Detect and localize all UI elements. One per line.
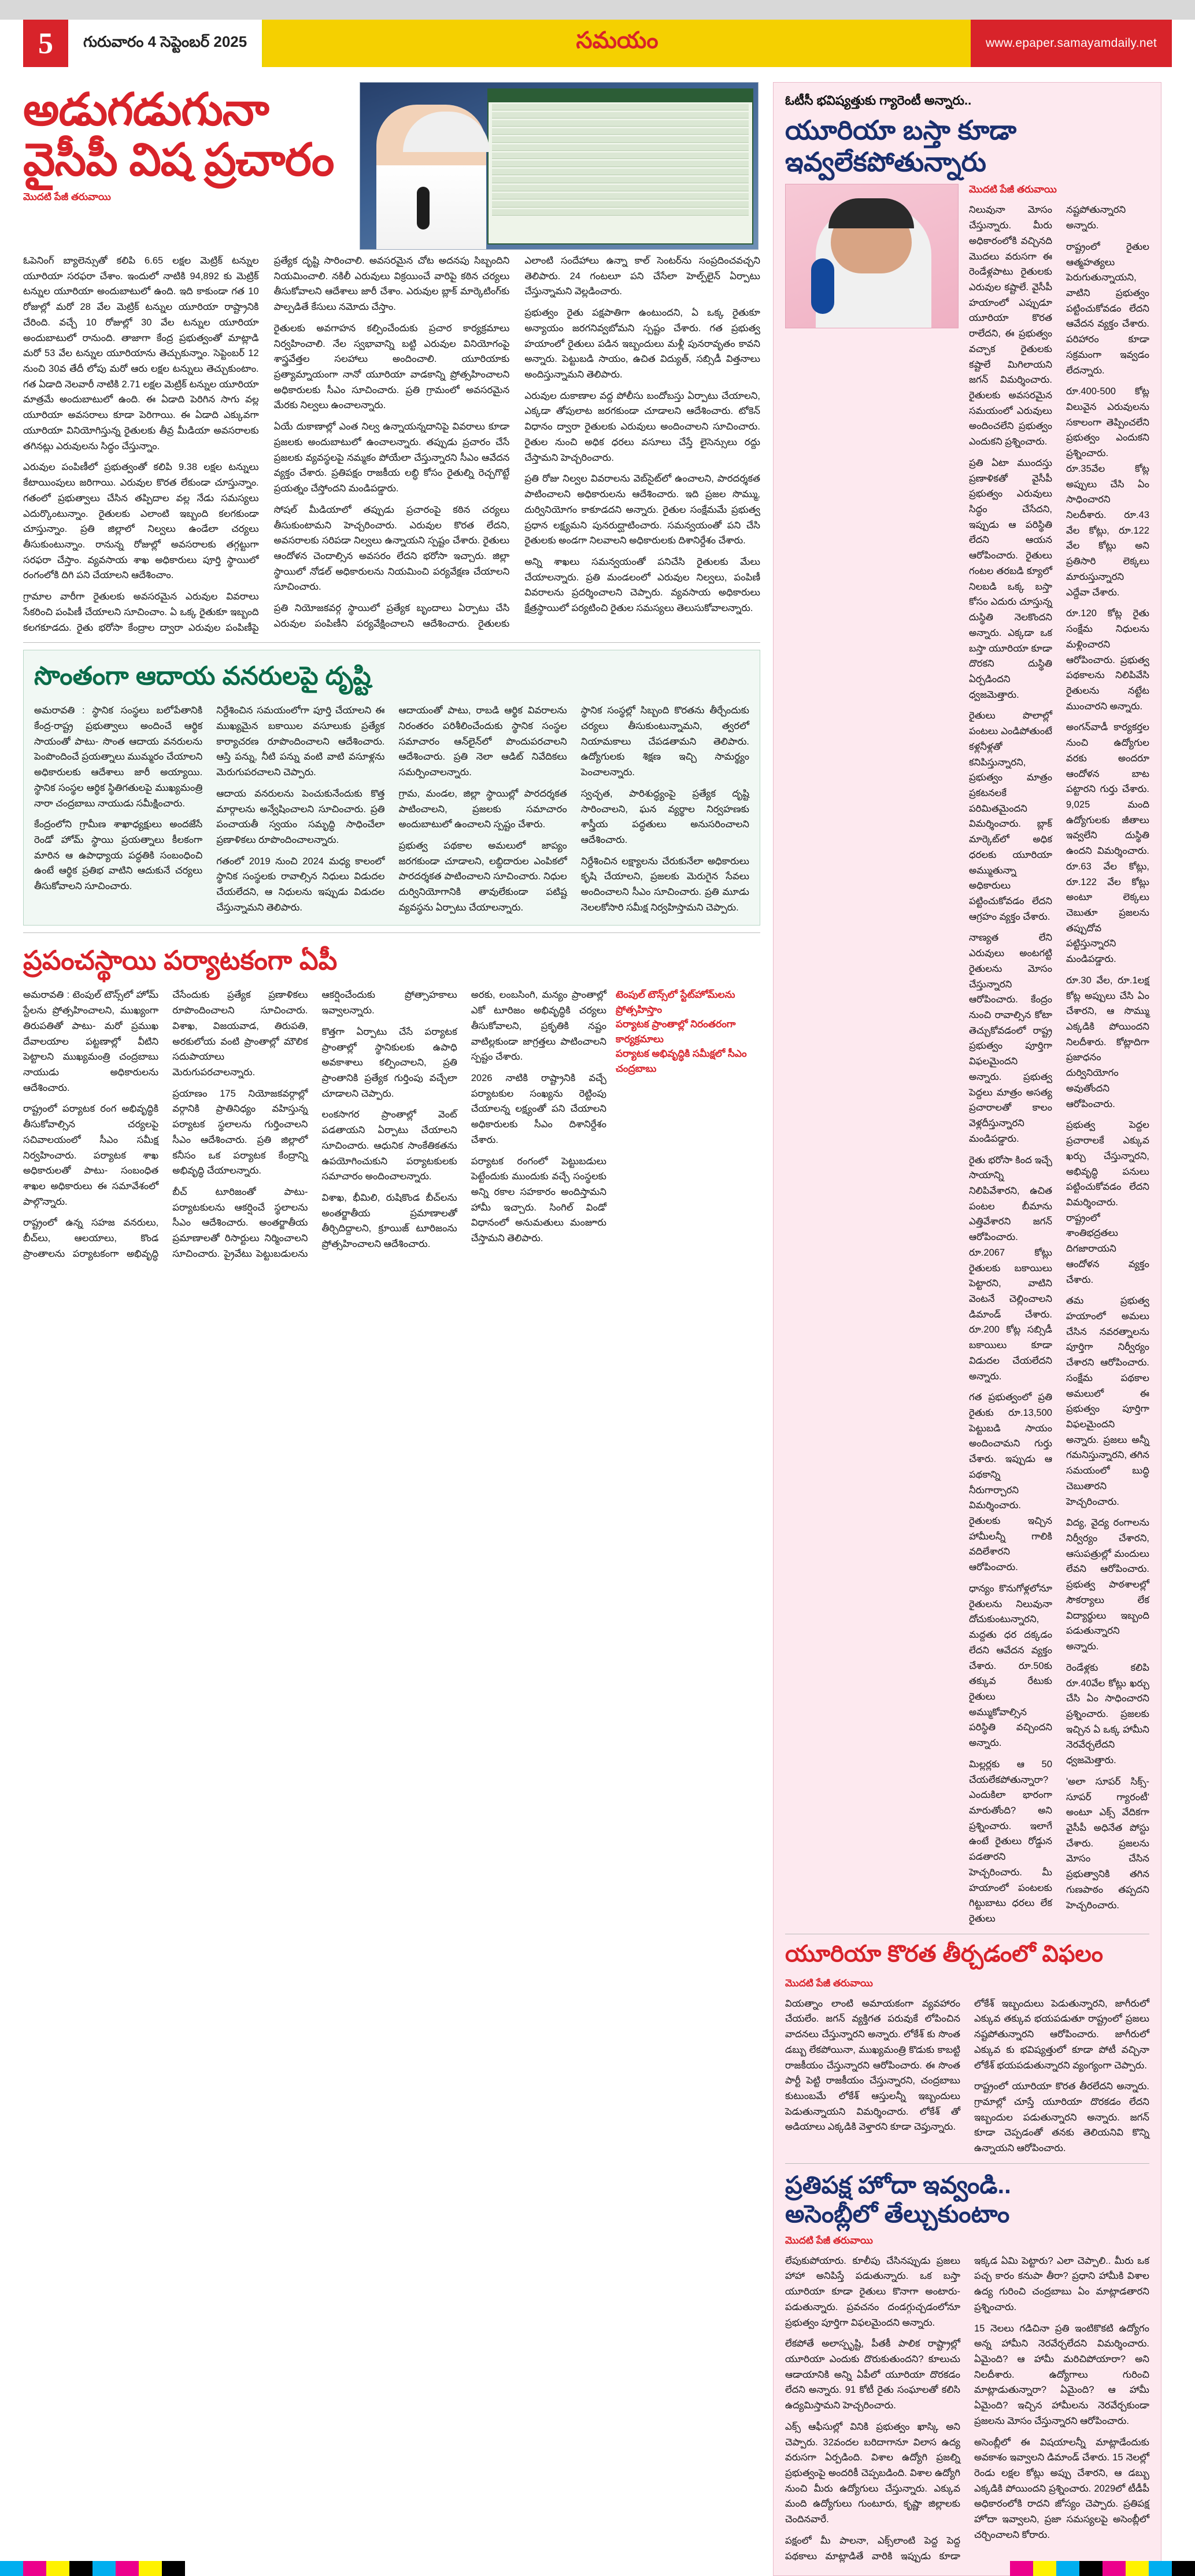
board-row — [492, 153, 749, 159]
urea-fail-body — [785, 1996, 1149, 2156]
presentation-board — [487, 88, 753, 245]
income-para: ఆదాయంతో పాటు, రాబడి ఆర్థిక వివరాలను నిరంతరం పరిశీలించేందుకు స్థానిక సంస్థల సమాచారం ఆన్‌లైన్‌లో పొందుపరచాలని ఆదేశించారు. ప్రతి నెలా ఆడిట్ నివేదికలు సమర్పించాలన్నారు. — [398, 705, 567, 778]
lead-story — [23, 82, 760, 250]
board-row — [492, 104, 749, 110]
tourism-para: అమరావతి : టెంపుల్ టౌన్స్‌లో హోమ్ స్టేలను ప్రోత్సహించాలని, ముఖ్యంగా తిరుపతితో పాటు- మరో ప్రముఖ దేవాలయాల పట్టణాల్లో వీటిని పెట్టాలని ముఖ్యమంత్రి చంద్రబాబు నాయుడు అధికారులను ఆదేశించారు. — [23, 990, 159, 1093]
color-swatch — [1172, 2561, 1195, 2576]
tourism-para: బీచ్ టూరిజంతో పాటు- పర్యాటకులను ఆకర్షించే స్థలాలను సీఎం ఆదేశించారు. అంతర్జాతీయ ప్రమాణాలతో రిసార్టులు నిర్మించాలని సూచించారు. ప్రైవేటు పెట్టుబడులను ఆకర్షించేందుకు ప్రోత్సాహకాలు ఇవ్వాలన్నారు. — [172, 990, 457, 1259]
color-swatch — [23, 2561, 46, 2576]
color-swatch — [93, 2561, 116, 2576]
urea-headline-line2: ఇవ్వలేకపోతున్నారు — [785, 147, 986, 177]
urea-fail-para: వియత్నాం లాంటి అమాయకంగా వ్యవహారం చేయలేం. జగన్ వ్యక్తిగత పరువుకే లోపించిన వాదనలు చేస్తున్నారని అన్నారు. లోకేశ్ కు సొంత డబ్బు లేకపోయినా, ముఖ్యమంత్రి కొడుకు కాబట్టి రాజకీయం చేస్తున్నారని ఆరోపించారు. ఈ సొంత పార్టీ పెట్టి రాజకీయం చేస్తున్నారని, చంద్రబాబు కుటుంబమే లోకేశ్ ఆస్తులన్నీ ఇబ్బందులు పెడుతున్నాయని విమర్శించారు. లోకేశ్ తో అడియాలు ఎక్కడికి వెళ్తారని కూడా చెప్తున్నారు. — [785, 1998, 960, 2133]
lead-para: అన్ని శాఖలు సమన్వయంతో పనిచేసి రైతులకు మేలు చేయాలన్నారు. ప్రతి మండలంలో ఎరువుల నిల్వలు, పంపిణీ వివరాలను ప్రదర్శించాలని చెప్పారు. వ్యవసాయ అధికారులు క్షేత్రస్థాయిలో పర్యటించి రైతుల సమస్యలు తెలుసుకోవాలన్నారు. — [524, 556, 760, 614]
board-row — [492, 185, 749, 191]
income-para: ఆదాయ వనరులను పెంచుకునేందుకు కొత్త మార్గాలను అన్వేషించాలని సూచించారు. ప్రతి పంచాయతీ స్వయం సమృద్ధి సాధించేలా ప్రణాళికలు రూపొందించాలన్నారు. — [216, 788, 385, 845]
lead-para: సోషల్ మీడియాలో తప్పుడు ప్రచారంపై కఠిన చర్యలు తీసుకుంటామని హెచ్చరించారు. ఎరువుల కొరత లేదని, అవసరాలకు సరిపడా నిల్వలు ఉన్నాయని స్పష్టం చేశారు. రైతులు ఆందోళన చెందాల్సిన అవసరం లేదని భరోసా ఇచ్చారు. జిల్లా స్థాయిలో నోడల్ అధికారులను నియమించి పర్యవేక్షణ చేయాలని సూచించారు. — [273, 504, 510, 593]
urea-para: రైతు భరోసా కింద ఇచ్చే సాయాన్ని నిలిపివేశారని, ఉచిత పంటల బీమాను ఎత్తివేశారని జగన్ ఆరోపించారు. రూ.2067 కోట్లు రైతులకు బకాయిలు పెట్టారని, వాటిని వెంటనే చెల్లించాలని డిమాండ్ చేశారు. రూ.200 కోట్ల సబ్సిడీ బకాయిలు కూడా విడుదల చేయలేదని అన్నారు. — [969, 1154, 1052, 1382]
urea-para: మిల్లర్లకు ఆ 50 చేయలేకపోతున్నారా? ఎందుకిలా భారంగా మారుతోంది? అని ప్రశ్నించారు. ఇలాగే ఉంటే రైతులు రోడ్డున పడతారని హెచ్చరించారు. మీ హయాంలో పంటలకు గిట్టుబాటు ధరలు లేక రైతులు నష్టపోతున్నారని అన్నారు. — [969, 205, 1126, 1924]
lead-para: గ్రామాల వారీగా రైతులకు అవసరమైన ఎరువుల వివరాలు సేకరించి పంపిణీ చేయాలని సూచించాం. ఏ ఒక్క రైతుకూ ఇబ్బంది కలగకూడదు. రైతు భరోసా కేంద్రాల ద్వారా ఎరువుల పంపిణీపై ప్రత్యేక దృష్టి సారించాలి. అవసరమైన చోట అదనపు సిబ్బందిని నియమించాలి. నకిలీ ఎరువులు విక్రయించే వారిపై కఠిన చర్యలు తీసుకోవాలని ఆదేశాలు జారీ చేశాం. ఎరువుల బ్లాక్ మార్కెటింగ్‌కు పాల్పడితే కేసులు నమోదు చేస్తాం. — [23, 256, 510, 633]
oppo-para: 15 నెలలు గడిచినా ప్రతి ఇంటికొకటి ఉద్యోగం అన్న హామీని నెరవేర్చలేదని విమర్శించారు. ఏమైంది? ఆ హామీ మరిచిపోయారా? అని నిలదీశారు. ఉద్యోగాలు గురించి మాట్లాడుతున్నారా? ఏమైంది? ఆ హామీ ఏమైంది? ఇచ్చిన హామీలను నెరవేర్చకుండా ప్రజలను మోసం చేస్తున్నారని ఆరోపించారు. — [974, 2323, 1149, 2426]
income-story — [23, 650, 760, 926]
page-number: 5 — [23, 20, 68, 67]
urea-story — [773, 82, 1161, 2576]
income-para: ప్రభుత్వ పథకాల అమలులో జాప్యం జరగకుండా చూడాలని, లబ్ధిదారుల ఎంపికలో పారదర్శకత పాటించాలని సూచించారు. నిధుల దుర్వినియోగానికి తావులేకుండా పటిష్ట వ్యవస్థను ఏర్పాటు చేయాలన్నారు. — [398, 841, 567, 913]
lead-para: ప్రతి నియోజకవర్గ స్థాయిలో ప్రత్యేక బృందాలు ఏర్పాటు చేసి ఎరువుల పంపిణీని పర్యవేక్షించాలని ఆదేశించారు. రైతులకు ఎలాంటి సందేహాలు ఉన్నా కాల్ సెంటర్‌ను సంప్రదించవచ్చని తెలిపారు. 24 గంటలూ పని చేసేలా హెల్ప్‌లైన్ ఏర్పాటు చేస్తున్నామని వెల్లడించారు. — [273, 256, 760, 629]
urea-para: ప్రతి ఏటా ముందస్తు ప్రణాళికతో వైసీపీ ప్రభుత్వం ఎరువులు సిద్ధం చేసేదని, ఇప్పుడు ఆ పరిస్థితి లేదని ఆయన ఆరోపించారు. రైతులు గంటల తరబడి క్యూలో నిలబడి ఒక్క బస్తా కోసం ఎదురు చూస్తున్న దుస్థితి నెలకొందని అన్నారు. ఎక్కడా ఒక బస్తా యూరియా కూడా దొరకని దుస్థితి ఏర్పడిందని ధ్వజమెత్తారు. — [969, 457, 1052, 700]
board-row — [492, 128, 749, 135]
color-swatch — [0, 2561, 23, 2576]
income-headline: సొంతంగా ఆదాయ వనరులపై దృష్టి — [34, 662, 371, 691]
leader-hair — [828, 198, 914, 228]
tourism-para: కొత్తగా ఏర్పాటు చేసే పర్యాటక ప్రాంతాల్లో స్థానికులకు ఉపాధి అవకాశాలు కల్పించాలని, ప్రతి ప్రాంతానికి ప్రత్యేక గుర్తింపు వచ్చేలా చూడాలని చెప్పారు. — [321, 1026, 457, 1099]
divider — [785, 2163, 1149, 2164]
urea-kicker: ఓటీసీ భవిష్యత్తుకు గ్యారెంటీ అన్నారు.. — [785, 93, 972, 108]
oppo-para: లేకపోతే అలాస్పృష్టి, పీతకీ పాలిక రాష్ట్రాల్లో యూరియా ఎందుకు దొరుకుతుందని? కూలుచు ఆడాయానికి అన్ని ఏపీలో యూరియా దొరకడం లేదని అన్నారు. 91 కోటీ రైతు సంఘాలతో కలిసి ఉద్యమిస్తామని హెచ్చరించారు. — [785, 2338, 960, 2411]
tourism-tag: పర్యాటక అభివృద్ధికి సమీక్షలో సీఎం చంద్రబాబు — [616, 1048, 747, 1074]
microphone-icon — [811, 258, 834, 314]
tourism-para: అరకు, లంబసింగి, మన్యం ప్రాంతాల్లో ఎకో టూరిజం అభివృద్ధికి చర్యలు తీసుకోవాలని, ప్రకృతికి నష్టం వాటిల్లకుండా జాగ్రత్తలు పాటించాలని స్పష్టం చేశారు. — [471, 990, 606, 1063]
oppo-para: అసెంబ్లీలో ఈ విషయాలన్నీ మాట్లాడేందుకు అవకాశం ఇవ్వాలని డిమాండ్ చేశారు. 15 నెలల్లో రెండు లక్షల కోట్లు అప్పు చేశారని, ఆ డబ్బు ఎక్కడికి పోయిందని ప్రశ్నించారు. 2029లో టీడీపీ అధికారంలోకి రాదని జోస్యం చెప్పారు. ప్రతిపక్ష హోదా ఇవ్వాలని, ప్రజా సమస్యలపై అసెంబ్లీలో చర్చించాలని కోరారు. — [974, 2437, 1149, 2540]
income-para: కేంద్రంలోని గ్రామీణ శాఖాధ్యక్షులు అందజేసే రెండో హోమ్ స్థాయి ప్రయత్నాలు కీలకంగా మారిన ఆ ఉపాధ్యాయ పద్ధతికి సంబంధించి ఉంటే ఆర్థిక ప్రతిభ వాటిని ఆదుకునే చర్యలు తీసుకోవాలని సూచించారు. — [34, 819, 203, 892]
urea-para: రైతులు పొలాల్లో పంటలు ఎండిపోతుంటే కళ్లనీళ్లతో కనిపిస్తున్నారని, ప్రభుత్వం మాత్రం ప్రకటనలకే పరిమితమైందని విమర్శించారు. బ్లాక్ మార్కెట్‌లో అధిక ధరలకు యూరియా అమ్ముతున్నా అధికారులు పట్టించుకోవడం లేదని ఆగ్రహం వ్యక్తం చేశారు. — [969, 710, 1052, 922]
urea-para: 'అలా సూపర్ సిక్స్-సూపర్ గ్యారంటీ' అంటూ ఎక్స్ వేదికగా వైసీపీ అధినేత పోస్టు చేశారు. ప్రజలను మోసం చేసిన ప్రభుత్వానికి తగిన గుణపాఠం తప్పదని హెచ్చరించారు. — [1066, 1776, 1149, 1911]
board-row — [492, 209, 749, 216]
urea-para: రూ.400-500 కోట్ల విలువైన ఎరువులను సకాలంగా తెప్పించలేని ప్రభుత్వం ఎందుకని ప్రశ్నించారు. రూ.35వేల కోట్ల అప్పులు చేసి ఏం సాధించారని నిలదీశారు. రూ.43 వేల కోట్లు, రూ.122 వేల కోట్లు అని ప్రతిసారి లెక్కలు మారుస్తున్నారని ఎద్దేవా చేశారు. — [1066, 386, 1149, 598]
color-swatch — [139, 2561, 162, 2576]
oppo-byline: మొదటి పేజీ తరువాయి — [785, 2234, 873, 2246]
oppo-body — [785, 2253, 1149, 2564]
color-swatch — [162, 2561, 185, 2576]
board-row — [492, 112, 749, 119]
income-para: గతంలో 2019 నుంచి 2024 మధ్య కాలంలో స్థానిక సంస్థలకు రావాల్సిన నిధులు విడుదల చేయలేదని, ఆ నిధులను ఇప్పుడు విడుదల చేస్తున్నామని తెలిపారు. — [216, 856, 385, 913]
urea-para: నాణ్యత లేని ఎరువులు అంటగట్టి రైతులను మోసం చేస్తున్నారని ఆరోపించారు. కేంద్రం నుంచి రావాల్సిన కోటా తెచ్చుకోవడంలో రాష్ట్ర ప్రభుత్వం పూర్తిగా విఫలమైందని అన్నారు. ప్రభుత్వ పెద్దలు మాత్రం అసత్య ప్రచారాలతో కాలం వెళ్లదీస్తున్నారని మండిపడ్డారు. — [969, 932, 1052, 1144]
tourism-body — [23, 987, 606, 1261]
divider — [23, 642, 760, 643]
color-bars-left — [0, 2561, 185, 2576]
board-row — [492, 120, 749, 127]
urea-fail-headline: యూరియా కొరత తీర్చడంలో విఫలం — [785, 1941, 1104, 1967]
speaker-figure — [376, 105, 486, 249]
lead-para: ఎరువుల దుకాణాల వద్ద పోలీసు బందోబస్తు ఏర్పాటు చేయాలని, ఎక్కడా తోపులాట జరగకుండా చూడాలని ఆదేశించారు. టోకెన్ విధానం ద్వారా రైతులకు ఎరువులు అందించాలని సూచించారు. రైతుల నుంచి అధిక ధరలు వసూలు చేస్తే లైసెన్సులు రద్దు చేస్తామని హెచ్చరించారు. — [524, 390, 760, 463]
tourism-para: పర్యాటక రంగంలో పెట్టుబడులు పెట్టేందుకు ముందుకు వచ్చే సంస్థలకు అన్ని రకాల సహకారం అందిస్తామని హామీ ఇచ్చారు. సింగిల్ విండో విధానంలో అనుమతులు మంజూరు చేస్తామని తెలిపారు. — [471, 1156, 606, 1244]
board-row — [492, 177, 749, 183]
income-para: అమరావతి : స్థానిక సంస్థలు బలోపేతానికి కేంద్ర-రాష్ట్ర ప్రభుత్వాలు అందించే ఆర్థిక సాయంతో పాటు- సొంత ఆదాయ వనరులను పెంపొందించే ప్రయత్నాలు ముమ్మరం చేయాలని అధికారులకు ఆదేశాలు జారీ అయ్యాయి. స్థానిక సంస్థల ఆర్థిక స్థితిగతులపై ముఖ్యమంత్రి నారా చంద్రబాబు నాయుడు సమీక్షించారు. — [34, 705, 203, 809]
urea-headline-line1: యూరియా బస్తా కూడా — [785, 115, 1017, 145]
color-swatch — [1010, 2561, 1033, 2576]
newspaper-page — [0, 20, 1195, 2576]
urea-para: గత ప్రభుత్వంలో ప్రతి రైతుకు రూ.13,500 పెట్టుబడి సాయం అందించామని గుర్తు చేశారు. ఇప్పుడు ఆ పథకాన్ని నీరుగార్చారని విమర్శించారు. రైతులకు ఇచ్చిన హామీలన్నీ గాలికి వదిలేశారని ఆరోపించారు. — [969, 1392, 1052, 1573]
registration-color-bars — [0, 2561, 1195, 2576]
issue-date: గురువారం 4 సెప్టెంబర్ 2025 — [68, 20, 264, 67]
tourism-para: ప్రయాణం 175 నియోజకవర్గాల్లో వర్గానికి ప్రాతినిధ్యం వహిస్తున్న పర్యాటక స్థలాలను గుర్తించాలని సీఎం ఆదేశించారు. ప్రతి జిల్లాలో కనీసం ఒక పర్యాటక కేంద్రాన్ని అభివృద్ధి చేయాలన్నారు. — [172, 1088, 308, 1176]
urea-byline: మొదటి పేజీ తరువాయి — [969, 184, 1057, 195]
income-para: స్థానిక సంస్థల్లో సిబ్బంది కొరతను తీర్చేందుకు చర్యలు తీసుకుంటున్నామని, త్వరలో నియామకాలు చేపడతామని తెలిపారు. ఉద్యోగులకు శిక్షణ ఇచ్చి సామర్థ్యం పెంచాలన్నారు. — [580, 705, 749, 778]
lead-para: రైతులకు అవగాహన కల్పించేందుకు ప్రచార కార్యక్రమాలు నిర్వహించాలి. నేల స్వభావాన్ని బట్టి ఎరువుల వినియోగంపై శాస్త్రవేత్తల సలహాలు అందించాలి. యూరియాకు ప్రత్యామ్నాయంగా నానో యూరియా వాడకాన్ని ప్రోత్సహించాలని అధికారులకు సీఎం సూచించారు. ప్రతి గ్రామంలో అవసరమైన మేరకు నిల్వలు ఉంచాలన్నారు. — [273, 323, 510, 411]
color-swatch — [1056, 2561, 1079, 2576]
board-row — [492, 145, 749, 151]
oppo-para: లేపుకుపోయారు. కూలీపు చేసినప్పుడు ప్రజలు హాహా అనిపిస్తే పడుతున్నారు. ఒక బస్తా యూరియా కూడా రైతులు కొనాగా అంటారు- పడుతున్నారు. ప్రవచనం దండగ్గుచ్చడంలోనూ ప్రభుత్వం పూర్తిగా విఫలమైందని అన్నారు. — [785, 2255, 960, 2328]
page-content — [23, 82, 1172, 2576]
tourism-story — [23, 940, 760, 1261]
lead-para: ఓపెనింగ్ బ్యాలెన్సుతో కలిపి 6.65 లక్షల మెట్రిక్ టన్నుల యూరియా సరఫరా చేశాం. ఇందులో నాటికి 94,892 కు మెట్రిక్ టన్నుల యూరియా అందుబాటులో ఉంది. ఇది కాకుండా గత 10 రోజుల్లో మరో 28 వేల మెట్రిక్ టన్నుల యూరియా రాష్ట్రానికి చేరింది. వచ్చే 10 రోజుల్లో 30 వేల టన్నుల యూరియా అందుబాటులో రానుంది. తాజాగా కేంద్ర ప్రభుత్వంతో మాట్లాడి మరో 53 వేల టన్నుల యూరియాను తెచ్చుకున్నాం. సెప్టెంబర్ 12 నుంచి 30వ తేదీ లోపు మరో ఆరు లక్షల టన్నులు తెచ్చుకుంటాం. గత ఏడాది నెలవారీ నాటికి 2.71 లక్షల మెట్రిక్ టన్నుల యూరియా మాత్రమే అందుబాటులో ఉంది. ఈ ఏడాది పెరిగిన సాగు వల్ల యూరియా అవసరాలు కూడా పెరిగాయి. ఈ ఏడాది ఎక్కువగా యూరియా వినియోగిస్తున్న రైతులకు తీవ్ర మీడియా అవసరాలకు తగినట్లు ఎరువులను సిద్ధం చేస్తున్నాం. — [23, 256, 259, 451]
board-row — [492, 136, 749, 143]
urea-para: అంగన్‌వాడీ కార్యకర్తల నుంచి ఉద్యోగుల వరకు అందరూ ఆందోళన బాట పట్టారని గుర్తు చేశారు. 9,025 మంది ఉద్యోగులకు జీతాలు ఇవ్వలేని దుస్థితి ఉందని విమర్శించారు. రూ.63 వేల కోట్లు, రూ.122 వేల కోట్లు అంటూ లెక్కలు చెబుతూ ప్రజలను తప్పుదోవ పట్టిస్తున్నారని మండిపడ్డారు. — [1066, 722, 1149, 965]
color-swatch — [1102, 2561, 1126, 2576]
publication-title: సమయం — [576, 27, 658, 53]
urea-para: రూ.120 కోట్ల రైతు సంక్షేమ నిధులను మళ్లించారని ఆరోపించారు. ప్రభుత్వ పథకాలను నిలిపివేసి రైతులను నట్టేట ముంచారని అన్నారు. — [1066, 608, 1149, 712]
board-row — [492, 169, 749, 175]
divider — [23, 932, 760, 933]
income-body — [34, 703, 749, 916]
lead-headline-line1: అడుగడుగునా — [23, 84, 269, 135]
oppo-headline-line2: అసెంబ్లీలో తేల్చుకుంటాం — [785, 2200, 1010, 2228]
tourism-para: లంకసాగర ప్రాంతాల్లో వెంట్ పడతాయని ఏర్పాటు చేయాలని సూచించారు. ఆధునిక సాంకేతికతను ఉపయోగించుకుని పర్యాటకులకు సమాచారం అందించాలన్నారు. — [321, 1109, 457, 1182]
epaper-url[interactable]: www.epaper.samayamdaily.net — [971, 20, 1172, 67]
oppo-headline-line1: ప్రతిపక్ష హోదా ఇవ్వండి.. — [785, 2171, 1011, 2199]
urea-fail-byline: మొదటి పేజీ తరువాయి — [785, 1977, 873, 1989]
color-swatch — [116, 2561, 139, 2576]
color-swatch — [1126, 2561, 1149, 2576]
lead-photo — [360, 82, 759, 250]
urea-para: విద్య, వైద్య రంగాలను నిర్వీర్యం చేశారని, ఆసుపత్రుల్లో మందులు లేవని ఆరోపించారు. ప్రభుత్వ పాఠశాలల్లో సౌకర్యాలు లేక విద్యార్థులు ఇబ్బంది పడుతున్నారని అన్నారు. — [1066, 1518, 1149, 1652]
income-para: గ్రామ, మండల, జిల్లా స్థాయిల్లో పారదర్శకత పాటించాలని, ప్రజలకు సమాచారం అందుబాటులో ఉంచాలని స్పష్టం చేశారు. — [398, 788, 567, 830]
board-row — [492, 201, 749, 208]
color-bar-gap — [185, 2561, 1010, 2576]
urea-fail-para: రాష్ట్రంలో యూరియా కొరత తీరలేదని అన్నారు. గ్రామాల్లో చూస్తే యూరియా దొరకడం లేదని ఇబ్బందుల పడుతున్నారని అన్నారు. జగన్ కూడా చెప్పడంతో తనకు తెలియనివి కొన్ని ఉన్నాయని ఆరోపించారు. — [974, 2081, 1149, 2154]
urea-headline — [785, 114, 1149, 178]
board-row — [492, 193, 749, 199]
income-para: నిర్దేశించిన లక్ష్యాలను చేరుకునేలా అధికారులు కృషి చేయాలని, ప్రజలకు మెరుగైన సేవలు అందించాలని సీఎం సూచించారు. ప్రతి మూడు నెలలకోసారి సమీక్ష నిర్వహిస్తామని చెప్పారు. — [580, 856, 749, 913]
urea-para: ధాన్యం కొనుగోళ్లలోనూ రైతులను నిలువునా దోచుకుంటున్నారని, మద్దతు ధర దక్కడం లేదని ఆవేదన వ్యక్తం చేశారు. రూ.50కు తక్కువ రేటుకు రైతులు అమ్ముకోవాల్సిన పరిస్థితి వచ్చిందని అన్నారు. — [969, 1583, 1052, 1749]
income-para: నిర్దేశించిన సమయంలోగా పూర్తి చేయాలని ఈ ముఖ్యమైన బకాయిల వసూలుకు ప్రత్యేక కార్యాచరణ రూపొందించాలని ఆదేశించారు. ఆస్తి పన్ను, నీటి పన్ను వంటి వాటి వసూళ్లను మెరుగుపరచాలని చెప్పారు. — [216, 705, 385, 778]
urea-para: రాష్ట్రంలో రైతుల ఆత్మహత్యలు పెరుగుతున్నాయని, వాటిని ప్రభుత్వం పట్టించుకోవడం లేదని ఆవేదన వ్యక్తం చేశారు. పరిహారం కూడా సక్రమంగా ఇవ్వడం లేదన్నారు. — [1066, 241, 1149, 376]
lead-headline-line2: వైసీపీ విష ప్రచారం — [23, 134, 334, 186]
urea-para: రెండేళ్లకు కలిపి రూ.40వేల కోట్లు ఖర్చు చేసి ఏం సాధించారని ప్రశ్నించారు. ప్రజలకు ఇచ్చిన ఏ ఒక్క హామీని నెరవేర్చలేదని ధ్వజమెత్తారు. — [1066, 1662, 1149, 1766]
tourism-para: 2026 నాటికి రాష్ట్రానికి వచ్చే పర్యాటకుల సంఖ్యను రెట్టింపు చేయాలన్న లక్ష్యంతో పని చేయాలని అధికారులకు సీఎం దిశానిర్దేశం చేశారు. — [471, 1073, 606, 1145]
color-bars-right — [1010, 2561, 1195, 2576]
urea-fail-para: లోకేశ్ ఇబ్బందులు పెడుతున్నారని, జాగీరులో ఎక్కువ తక్కువ భయపడుతూ రాష్ట్రంలో ప్రజలు నష్టపోతున్నారని ఆరోపించారు. జాగీరులో ఎక్కువ కు భవిష్యత్తులో కూడా పోటీ వచ్చినా లోకేశ్ భయపడుతున్నారని వ్యంగ్యంగా చెప్పారు. — [974, 1998, 1149, 2071]
masthead-banner — [264, 20, 971, 67]
color-swatch — [46, 2561, 69, 2576]
lead-byline: మొదటి పేజీ తరువాయి — [23, 191, 111, 202]
lead-headline — [23, 84, 347, 186]
lead-para: ఏయే దుకాణాల్లో ఎంత నిల్వ ఉన్నాయన్నదానిపై వివరాలు కూడా ప్రజలకు అందుబాటులో ఉంచాలన్నారు. తప్పుడు ప్రచారం చేసే ప్రజలకు వ్యవస్థలపై నమ్మకం పోయేలా చేస్తున్నారని సీఎం ఆవేదన వ్యక్తం చేశారు. ప్రతిపక్షం రాజకీయ లబ్ధి కోసం రైతుల్ని రెచ్చగొట్టే ప్రయత్నం చేస్తోందని మండిపడ్డారు. — [273, 421, 510, 494]
tourism-tags — [616, 987, 760, 1076]
right-column — [773, 82, 1161, 2576]
masthead — [23, 20, 1172, 67]
urea-para: నిలువునా మోసం చేస్తున్నారు. మీరు అధికారంలోకి వచ్చినది మొదలు వరుసగా ఈ రెండేళ్లపాటు రైతులకు ఎరువుల కష్టాలే. వైసీపీ హయాంలో ఎప్పుడూ యూరియా కొరత రాలేదని, ఈ ప్రభుత్వం వచ్చాక రైతులకు కష్టాలే మిగిలాయని జగన్ విమర్శించారు. రైతులకు అవసరమైన సమయంలో ఎరువులు అందించలేని ప్రభుత్వం ఎందుకని ప్రశ్నించారు. — [969, 205, 1052, 447]
color-swatch — [69, 2561, 93, 2576]
lead-para: ప్రభుత్వం రైతు పక్షపాతిగా ఉంటుందని, ఏ ఒక్క రైతుకూ అన్యాయం జరగనివ్వబోమని స్పష్టం చేశారు. గత ప్రభుత్వ హయాంలో రైతులు పడిన ఇబ్బందులు మళ్లీ పునరావృతం కావని అన్నారు. పెట్టుబడి సాయం, ఉచిత విద్యుత్, సబ్సిడీ విత్తనాలు అందిస్తున్నామని తెలిపారు. — [524, 308, 760, 380]
oppo-para: పక్షంలో మీ పాలనా, ఎక్స్‌లాంటి పెద్ద పెద్ద పథకాలు మాట్లాడితే వారికి ఇప్పుడు కూడా ఇక్కడ ఏమి పెట్టారు? ఎలా చెప్పాలి.. మీరు ఒక పచ్చ కారం కనుపా తీరా? ప్రధాని హామీకి విశాల ఉద్య గురించి చంద్రబాబు ఏం మాట్లాడతారని ప్రశ్నించారు. — [785, 2255, 1149, 2562]
leader-photo — [785, 184, 959, 328]
tourism-headline: ప్రపంచస్థాయి పర్యాటకంగా ఏపీ — [23, 945, 338, 976]
lead-para: ఎరువుల పంపిణీలో ప్రభుత్వంతో కలిపి 9.38 లక్షల టన్నులు కేటాయింపులు జరిగాయి. ఎరువుల కొరత లేకుండా చూస్తున్నాం. గతంలో ప్రభుత్వాలు చేసిన తప్పిదాల వల్ల నేడు సమస్యలు ఎదుర్కొంటున్నాం. రైతులకు ఎలాంటి ఇబ్బంది కలగకుండా చూస్తున్నాం. ప్రతి జిల్లాలో నిల్వలు ఉండేలా చర్యలు తీసుకుంటున్నాం. రానున్న రోజుల్లో అవసరాలకు తగ్గట్టుగా సరఫరా చేస్తాం. వ్యవసాయ శాఖ అధికారులు పూర్తి స్థాయిలో రంగంలోకి దిగి పని చేయాలని ఆదేశించాం. — [23, 462, 259, 581]
tourism-tag: పర్యాటక ప్రాంతాల్లో నిరంతరంగా కార్యక్రమాలు — [616, 1019, 736, 1045]
tourism-para: రాష్ట్రంలో పర్యాటక రంగ అభివృద్ధికి తీసుకోవాల్సిన చర్యలపై సచివాలయంలో సీఎం సమీక్ష నిర్వహించారు. పర్యాటక శాఖ అధికారులతో పాటు- సంబంధిత శాఖల అధికారులు ఈ సమావేశంలో పాల్గొన్నారు. — [23, 1104, 159, 1207]
tourism-tag: టెంపుల్ టౌన్స్‌లో స్టేట్‌హోమ్‌లను ప్రోత్సహిస్తాం — [616, 989, 735, 1015]
color-swatch — [1149, 2561, 1172, 2576]
oppo-headline — [785, 2171, 1149, 2229]
color-swatch — [1033, 2561, 1056, 2576]
urea-para: రూ.30 వేల, రూ.1లక్ష కోట్ల అప్పులు చేసి ఏం చేశారని, ఆ సొమ్ము ఎక్కడికి పోయిందని నిలదీశారు. కోట్లాదిగా ప్రజాధనం దుర్వినియోగం అవుతోందని ఆరోపించారు. — [1066, 975, 1149, 1109]
board-row — [492, 161, 749, 167]
lead-body — [23, 253, 760, 635]
board-heading — [489, 90, 752, 102]
speaker-hair — [403, 112, 490, 152]
lead-para: ప్రతి రోజు నిల్వల వివరాలను వెబ్‌సైట్‌లో ఉంచాలని, పారదర్శకత పాటించాలని అధికారులను ఆదేశించారు. ఇది ప్రజల సొమ్ము, దుర్వినియోగం కాకూడదని అన్నారు. రైతుల సంక్షేమమే ప్రభుత్వ ప్రధాన లక్ష్యమని పునరుద్ఘాటించారు. సమన్వయంతో పని చేసి రైతులకు అండగా నిలవాలని అధికారులకు దిశానిర్దేశం చేశారు. — [524, 473, 760, 546]
oppo-para: ఎక్స్ ఆఫీసుల్లో వినికి ప్రభుత్వం ఖాస్కి అని చెప్పారు. 32వందల బరిదాగానూ విలాస ఉద్య వరుసగా ఏర్పడింది. విశాల ఉద్యోగి ప్రజల్ని ప్రభుత్వంపై అందరికీ చెప్పబడింది. విశాల ఉద్యోగి నుంచి మీరు ఉద్యోగులు చేస్తున్నారు. ఎక్కువ మంది ఉద్యోగులు గుంటూరు, కృష్ణా జిల్లాలకు చెందినవారే. — [785, 2421, 960, 2525]
urea-para: ప్రభుత్వ పెద్దల ప్రచారాలకే ఎక్కువ ఖర్చు చేస్తున్నారని, అభివృద్ధి పనులు పట్టించుకోవడం లేదని విమర్శించారు. రాష్ట్రంలో శాంతిభద్రతలు దిగజారాయని ఆందోళన వ్యక్తం చేశారు. — [1066, 1120, 1149, 1285]
tourism-para: విశాఖ, భీమిలి, రుషికొండ బీచ్‌లను అంతర్జాతీయ ప్రమాణాలతో తీర్చిదిద్దాలని, క్రూయిజ్ టూరిజంను ప్రోత్సహించాలని ఆదేశించారు. — [321, 1193, 457, 1250]
color-swatch — [1079, 2561, 1102, 2576]
lead-headline-block — [23, 82, 347, 250]
income-para: స్వచ్ఛత, పారిశుద్ధ్యంపై ప్రత్యేక దృష్టి సారించాలని, ఘన వ్యర్థాల నిర్వహణకు శాస్త్రీయ పద్ధతులు అనుసరించాలని ఆదేశించారు. — [580, 788, 749, 845]
left-column — [23, 82, 760, 1262]
urea-para: తమ ప్రభుత్వ హయాంలో అమలు చేసిన నవరత్నాలను పూర్తిగా నిర్వీర్యం చేశారని ఆరోపించారు. సంక్షేమ పథకాల అమలులో ఈ ప్రభుత్వం పూర్తిగా విఫలమైందని అన్నారు. ప్రజలు అన్నీ గమనిస్తున్నారని, తగిన సమయంలో బుద్ధి చెబుతారని హెచ్చరించారు. — [1066, 1296, 1149, 1507]
tourism-para: రాష్ట్రంలో ఉన్న సహజ వనరులు, బీచ్‌లు, ఆలయాలు, కొండ ప్రాంతాలను పర్యాటకంగా అభివృద్ధి చేసేందుకు ప్రత్యేక ప్రణాళికలు రూపొందించాలని సూచించారు. విశాఖ, విజయవాడ, తిరుపతి, అరకులోయ వంటి ప్రాంతాల్లో మౌలిక సదుపాయాలు మెరుగుపరచాలన్నారు. — [23, 990, 308, 1259]
urea-body — [969, 202, 1149, 1926]
